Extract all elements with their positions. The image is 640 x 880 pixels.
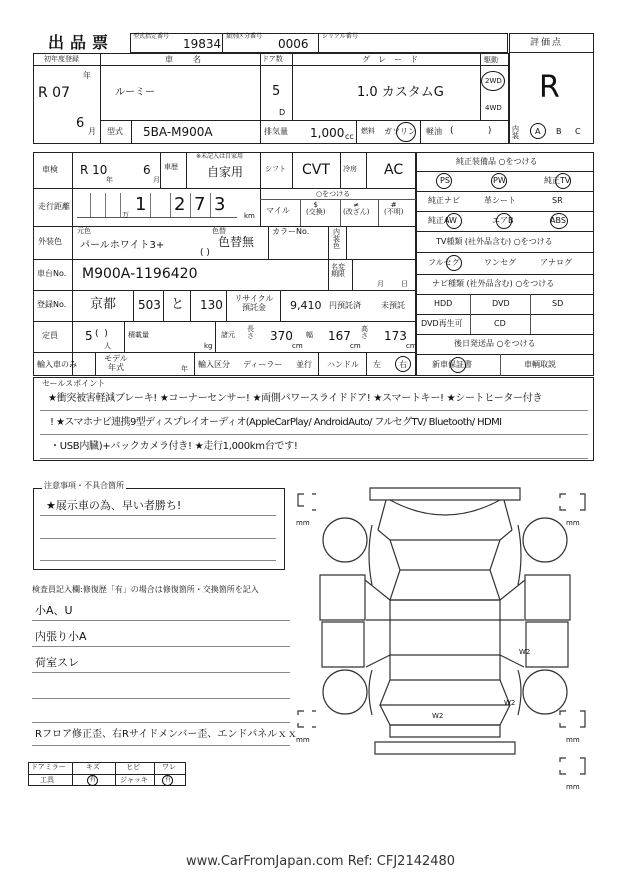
fuel-label: 燃料 — [361, 127, 375, 135]
load-label: 積載量 — [128, 331, 149, 339]
tool-break: ワレ — [162, 763, 176, 771]
model-cert-label: 型式指定番号 — [133, 33, 170, 40]
aircon-label: 冷房 — [343, 165, 357, 173]
dims-label: 諸元 — [221, 331, 235, 339]
mile-option-exchange: $ (交換) — [306, 201, 326, 216]
purpose-note: ※未記入は自家用 — [196, 153, 244, 160]
reg-label: 登録No. — [37, 300, 67, 309]
sales-label: セールスポイント — [42, 379, 106, 388]
first-reg-month: 6 — [76, 116, 85, 131]
original-color: パールホワイト3+ — [80, 240, 165, 251]
navi-dvd: DVD — [492, 299, 510, 308]
tool-scratch: キズ — [86, 763, 100, 771]
recycle-label — [231, 295, 277, 313]
length-value: 370 — [270, 329, 293, 343]
door-type: D — [279, 108, 286, 117]
oem-aw: 純正AW — [428, 216, 457, 225]
capacity-label: 定員 — [42, 331, 58, 340]
oem-tv: 純正TV — [544, 176, 571, 185]
tool-doormirror: ドアミラー — [31, 763, 66, 771]
first-reg-label: 初年度登録 — [44, 55, 79, 63]
diesel-bracket: ( ) — [450, 126, 492, 136]
oem-abs: ABS — [550, 216, 566, 225]
shaken-month-unit: 月 — [153, 176, 160, 184]
navi-sd: SD — [552, 299, 564, 308]
interior-c: C — [575, 127, 581, 136]
mm-label-2: mm — [566, 519, 580, 527]
mile-option-tamper: ≠ (改ざん) — [343, 201, 370, 216]
caution-label: 注意事項・不具合箇所 — [44, 481, 124, 490]
navi-dvd-play: DVD再生可 — [421, 319, 463, 328]
interior-a: A — [535, 127, 541, 136]
mileage-digit-6: 3 — [214, 194, 226, 215]
mm-label-1: mm — [296, 519, 310, 527]
oem-label: 純正装備品 ○をつける — [456, 157, 538, 166]
name-change-day: 日 — [401, 280, 408, 288]
oem-pw: PW — [493, 176, 506, 185]
mileage-digit-5: 7 — [194, 194, 206, 215]
interior-color-label: 内装色 — [333, 228, 340, 250]
class-value: 0006 — [278, 37, 309, 51]
interior-b: B — [556, 127, 562, 136]
mileage-label: 走行距離 — [38, 202, 70, 211]
navi-label: ナビ種類 (社外品含む) ○をつける — [432, 279, 555, 288]
recycle-label-text: リサイクル預託金 — [234, 294, 274, 312]
tv-fullseg: フルセグ — [428, 258, 460, 267]
length-label: 長さ — [247, 325, 254, 340]
aircon-value: AC — [384, 162, 404, 178]
drive-2wd-circle — [481, 71, 505, 91]
rating-label: 評価点 — [530, 38, 564, 48]
navi-cd: CD — [494, 319, 506, 328]
original-color-label: 元色 — [77, 227, 91, 235]
tv-analog: アナログ — [540, 258, 572, 267]
capacity-unit: 人 — [104, 342, 111, 350]
import-label: 輸入車のみ — [37, 360, 77, 369]
interior-label: 内装 — [512, 125, 519, 140]
height-cm: cm — [406, 342, 417, 350]
damage-mark-1: W2 — [519, 648, 531, 656]
handle-right-circle — [395, 356, 411, 372]
recycle-value: 9,410 — [290, 299, 322, 312]
mm-label-4: mm — [566, 736, 580, 744]
fuel-circle — [396, 122, 416, 142]
tool-tools-have: 有 — [90, 776, 97, 783]
reg-number: 130 — [200, 298, 223, 312]
reg-area: 京都 — [90, 297, 117, 312]
purpose-value: 自家用 — [207, 165, 244, 179]
class-label: 類別区分番号 — [226, 33, 263, 40]
name-change-month: 月 — [377, 280, 384, 288]
mile-options-note: ○をつける — [316, 190, 351, 198]
model-year-label — [102, 355, 130, 373]
model-label: 型式 — [107, 127, 123, 136]
sales-line-2: ! ★スマホナビ連携9型ディスプレイオーディオ(AppleCarPlay/ AndroidAuto/ フルセグTV/ Bluetooth/ HDMI — [50, 417, 502, 428]
tool-jack-have: 有 — [165, 776, 172, 783]
color-no-label: カラーNo. — [272, 227, 310, 236]
jack-have-circle — [162, 775, 173, 786]
import-type-label: 輸入区分 — [198, 360, 230, 369]
later-label: 後日発送品 ○をつける — [454, 339, 536, 348]
form-title: 出品票 — [48, 33, 115, 52]
shift-value: CVT — [302, 162, 330, 178]
width-cm: cm — [350, 342, 361, 350]
capacity-value: 5 — [85, 329, 93, 343]
width-value: 167 — [328, 329, 351, 343]
capacity-paren: ( ) — [95, 329, 108, 339]
navi-hdd: HDD — [434, 299, 453, 308]
mile-option-mile: マイル — [266, 206, 290, 215]
car-damage-diagram — [290, 480, 600, 810]
oem-airbag-circle — [496, 213, 512, 229]
doors-label: ドア数 — [262, 55, 283, 63]
oem-aw-circle — [446, 213, 462, 229]
shaken-value: R 10 — [80, 163, 108, 177]
height-label: 高さ — [361, 325, 368, 340]
oem-leather: 革シート — [484, 196, 516, 205]
handle-left: 左 — [373, 360, 381, 369]
color-paren: ( ) — [200, 248, 210, 258]
oem-sr: SR — [552, 196, 563, 205]
year-label: 年 — [83, 71, 91, 80]
warranty-circle — [450, 357, 466, 373]
tv-oneseg: ワンセグ — [484, 258, 516, 267]
fuel-value: ガソリン — [384, 127, 416, 136]
first-reg-year: R 07 — [38, 85, 70, 101]
tv-label: TV種類 (社外品含む) ○をつける — [436, 237, 553, 246]
oem-ps-circle — [436, 173, 452, 189]
model: 5BA-M900A — [143, 125, 213, 139]
inspector-item-3: 荷室スレ — [35, 656, 79, 669]
inspector-item-6: Rフロア修正歪、右Rサイドメンバー歪、エンドパネルｘｘ — [35, 729, 298, 740]
tv-fullseg-circle — [446, 255, 462, 271]
oem-ps: PS — [440, 176, 450, 185]
drive-4wd: 4WD — [485, 104, 502, 112]
shaken-label: 車検 — [42, 165, 58, 174]
oem-pw-circle — [491, 173, 507, 189]
chassis-label: 車台No. — [37, 269, 67, 278]
sales-line-3: ・USB内臓)+バックカメラ付き! ★走行1,000km台です! — [50, 441, 298, 452]
color-change-value: 色替無 — [218, 235, 255, 249]
inspector-label: 検査員記入欄:修復歴「有」の場合は修復箇所・交換箇所を記入 — [32, 585, 259, 594]
recycle-unpaid: 未預託 — [381, 301, 405, 310]
interior-a-circle — [530, 123, 546, 139]
caution-text: ★展示車の為、早い者勝ち! — [46, 499, 182, 512]
width-label: 幅 — [306, 331, 313, 339]
oem-navi: 純正ナビ — [428, 196, 460, 205]
drive-label: 駆動 — [484, 56, 498, 64]
tools-have-circle — [87, 775, 98, 786]
color-label: 外装色 — [38, 237, 62, 246]
displacement: 1,000 — [310, 126, 345, 140]
drive-2wd: 2WD — [485, 77, 502, 85]
dealer: ディーラー — [243, 360, 283, 369]
mile-option-unknown: # (不明) — [384, 201, 404, 216]
import-year-unit: 年 — [181, 365, 188, 373]
inspector-item-2: 内張り小A — [35, 630, 87, 643]
rating-value: R — [539, 70, 560, 105]
shaken-year-unit: 年 — [106, 176, 113, 184]
parallel: 並行 — [296, 360, 312, 369]
oem-abs-circle — [550, 213, 568, 229]
recycle-status: 円預託済 — [329, 301, 361, 310]
model-year-label-text: モデル年式 — [104, 354, 128, 372]
model-cert-value: 19834 — [183, 37, 222, 51]
handle-right: 右 — [399, 360, 407, 369]
reg-class: 503 — [138, 298, 161, 312]
diesel-label: 軽油 — [426, 127, 442, 136]
shift-label: シフト — [265, 165, 286, 173]
reg-kana: と — [171, 297, 185, 312]
tool-tools: 工具 — [40, 776, 54, 784]
shaken-month: 6 — [143, 163, 151, 177]
purpose-label: 車歴 — [164, 163, 178, 171]
displacement-label: 排気量 — [264, 127, 288, 136]
mileage-digit-4: 2 — [174, 194, 186, 215]
month-label: 月 — [88, 127, 96, 136]
handle-label: ハンドル — [327, 360, 359, 369]
man-unit: 万 — [122, 211, 129, 219]
load-unit: kg — [204, 342, 213, 350]
mm-label-5: mm — [566, 783, 580, 791]
doors: 5 — [272, 84, 281, 99]
color-change-label: 色替 — [212, 227, 226, 235]
damage-mark-2: W2 — [504, 699, 516, 707]
inspector-item-1: 小A、U — [35, 604, 73, 617]
chassis-value: M900A-1196420 — [82, 266, 198, 282]
km-unit: km — [244, 212, 255, 220]
mm-label-3: mm — [296, 736, 310, 744]
cc-label: cc — [345, 132, 354, 141]
serial-label: シリアル番号 — [322, 33, 358, 40]
footer-watermark: www.CarFromJapan.com Ref: CFJ2142480 — [186, 854, 456, 869]
damage-mark-3: W2 — [432, 712, 444, 720]
height-value: 173 — [384, 329, 407, 343]
car-name-label: 車名 — [165, 55, 221, 64]
tool-crack: ヒビ — [126, 763, 140, 771]
oem-tv-circle — [555, 173, 571, 189]
later-warranty: 新車保証書 — [432, 360, 472, 369]
oem-airbag: エアB — [492, 216, 514, 225]
tool-jack: ジャッキ — [120, 776, 148, 784]
car-name: ルーミー — [115, 87, 155, 98]
sales-line-1: ★衝突被害軽減ブレーキ! ★コーナーセンサー! ★両側パワースライドドア! ★スマートキー! ★シートヒーター付き — [48, 393, 543, 404]
length-cm: cm — [292, 342, 303, 350]
name-change-label: 名変期限 — [331, 263, 345, 278]
grade: 1.0 カスタムG — [357, 85, 444, 100]
later-manual: 車輌取説 — [524, 360, 556, 369]
mileage-digit-3: 1 — [135, 194, 147, 215]
grade-label: グレード — [362, 55, 426, 64]
